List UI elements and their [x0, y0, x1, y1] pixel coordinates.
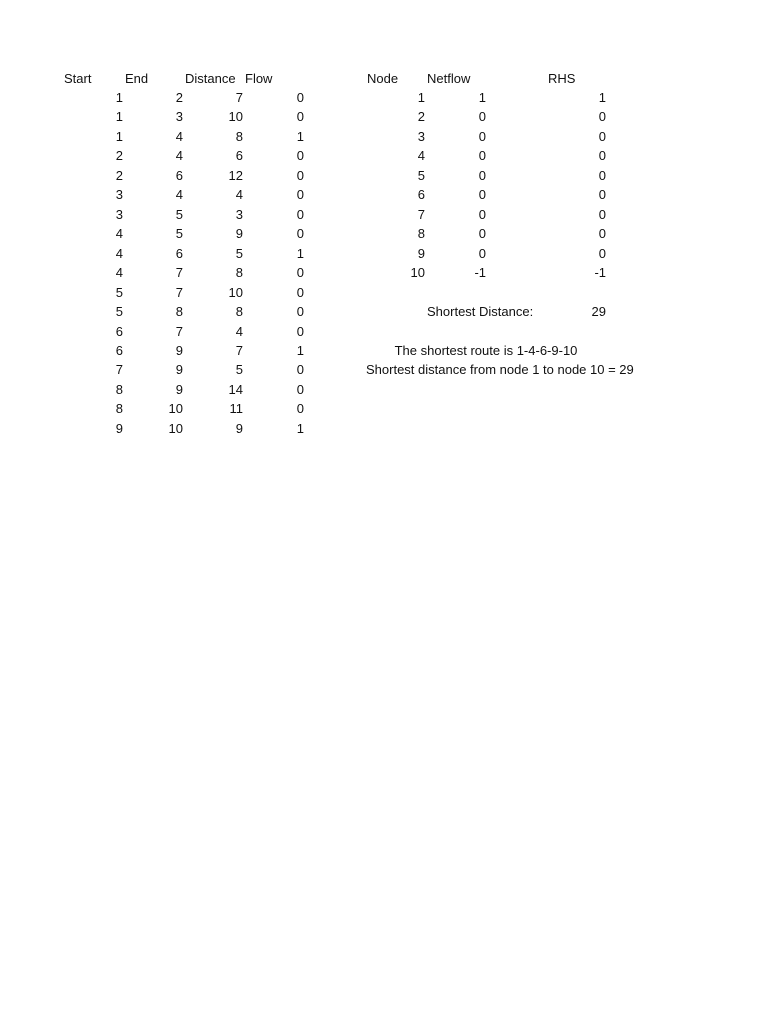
cell-node: 7 [417, 207, 425, 222]
cell-start: 5 [115, 285, 123, 300]
cell-start: 1 [115, 129, 123, 144]
cell-end: 5 [175, 226, 183, 241]
cell-distance: 5 [235, 362, 243, 377]
cell-start: 4 [115, 226, 123, 241]
cell-netflow: 0 [478, 148, 486, 163]
cell-end: 3 [175, 109, 183, 124]
cell-start: 9 [115, 421, 123, 436]
cell-flow: 0 [296, 207, 304, 222]
cell-flow: 0 [296, 148, 304, 163]
cell-distance: 8 [235, 265, 243, 280]
cell-flow: 0 [296, 401, 304, 416]
cell-node: 6 [417, 187, 425, 202]
cell-start: 6 [115, 343, 123, 358]
cell-end: 4 [175, 187, 183, 202]
cell-distance: 9 [235, 226, 243, 241]
cell-rhs: 0 [598, 226, 606, 241]
cell-start: 7 [115, 362, 123, 377]
cell-end: 6 [175, 168, 183, 183]
cell-netflow: 0 [478, 109, 486, 124]
header-node: Node [367, 71, 399, 86]
cell-flow: 1 [296, 246, 304, 261]
cell-end: 9 [175, 382, 183, 397]
cell-flow: 0 [296, 304, 304, 319]
cell-start: 8 [115, 401, 123, 416]
cell-netflow: -1 [474, 265, 486, 280]
cell-flow: 0 [296, 265, 304, 280]
cell-distance: 12 [228, 168, 243, 183]
cell-flow: 0 [296, 324, 304, 339]
cell-start: 4 [115, 246, 123, 261]
cell-rhs: 0 [598, 187, 606, 202]
cell-netflow: 0 [478, 187, 486, 202]
cell-node: 8 [417, 226, 425, 241]
cell-end: 2 [175, 90, 183, 105]
cell-flow: 0 [296, 187, 304, 202]
cell-end: 10 [168, 401, 183, 416]
cell-distance: 11 [229, 401, 243, 416]
cell-netflow: 0 [478, 226, 486, 241]
cell-rhs: 0 [598, 148, 606, 163]
cell-end: 4 [175, 148, 183, 163]
cell-flow: 1 [296, 129, 304, 144]
cell-start: 3 [115, 187, 123, 202]
header-netflow: Netflow [427, 71, 471, 86]
cell-flow: 0 [296, 382, 304, 397]
cell-flow: 1 [296, 343, 304, 358]
cell-start: 3 [115, 207, 123, 222]
cell-node: 10 [410, 265, 425, 280]
cell-flow: 1 [296, 421, 304, 436]
cell-distance: 6 [235, 148, 243, 163]
cell-flow: 0 [296, 109, 304, 124]
header-end: End [125, 71, 149, 86]
cell-rhs: -1 [594, 265, 606, 280]
cell-end: 5 [175, 207, 183, 222]
cell-node: 3 [417, 129, 425, 144]
cell-netflow: 1 [478, 90, 486, 105]
cell-distance: 10 [228, 109, 243, 124]
cell-distance: 10 [228, 285, 243, 300]
header-distance: Distance [185, 71, 236, 86]
cell-flow: 0 [296, 285, 304, 300]
cell-flow: 0 [296, 226, 304, 241]
cell-end: 10 [168, 421, 183, 436]
cell-end: 9 [175, 362, 183, 377]
cell-flow: 0 [296, 362, 304, 377]
cell-end: 8 [175, 304, 183, 319]
cell-end: 7 [175, 285, 183, 300]
cell-node: 4 [417, 148, 425, 163]
cell-rhs: 0 [598, 168, 606, 183]
cell-netflow: 0 [478, 207, 486, 222]
cell-netflow: 0 [478, 168, 486, 183]
cell-start: 8 [115, 382, 123, 397]
cell-start: 6 [115, 324, 123, 339]
cell-start: 4 [115, 265, 123, 280]
cell-distance: 4 [235, 187, 243, 202]
header-flow: Flow [245, 71, 273, 86]
cell-end: 4 [175, 129, 183, 144]
cell-rhs: 0 [598, 109, 606, 124]
cell-distance: 7 [235, 343, 243, 358]
header-start: Start [64, 71, 92, 86]
cell-node: 9 [417, 246, 425, 261]
cell-end: 7 [175, 265, 183, 280]
cell-rhs: 0 [598, 207, 606, 222]
cell-rhs: 0 [598, 246, 606, 261]
cell-distance: 7 [235, 90, 243, 105]
cell-distance: 8 [235, 129, 243, 144]
cell-node: 5 [417, 168, 425, 183]
cell-rhs: 1 [598, 90, 606, 105]
cell-distance: 3 [235, 207, 243, 222]
cell-start: 2 [115, 168, 123, 183]
cell-netflow: 0 [478, 129, 486, 144]
cell-end: 7 [175, 324, 183, 339]
cell-start: 1 [115, 90, 123, 105]
cell-end: 6 [175, 246, 183, 261]
cell-distance: 8 [235, 304, 243, 319]
cell-distance: 14 [228, 382, 243, 397]
cell-start: 1 [115, 109, 123, 124]
shortest-distance-value: 29 [591, 304, 606, 319]
cell-distance: 9 [235, 421, 243, 436]
cell-start: 2 [115, 148, 123, 163]
header-rhs: RHS [548, 71, 576, 86]
cell-distance: 4 [235, 324, 243, 339]
cell-node: 1 [417, 90, 425, 105]
cell-node: 2 [417, 109, 425, 124]
shortest-route-text: The shortest route is 1-4-6-9-10 [394, 343, 578, 358]
cell-flow: 0 [296, 168, 304, 183]
cell-end: 9 [175, 343, 183, 358]
cell-rhs: 0 [598, 129, 606, 144]
cell-distance: 5 [235, 246, 243, 261]
cell-flow: 0 [296, 90, 304, 105]
shortest-distance-text: Shortest distance from node 1 to node 10 = 29 [366, 362, 634, 377]
cell-start: 5 [115, 304, 123, 319]
cell-netflow: 0 [478, 246, 486, 261]
shortest-distance-label: Shortest Distance: [427, 304, 534, 319]
